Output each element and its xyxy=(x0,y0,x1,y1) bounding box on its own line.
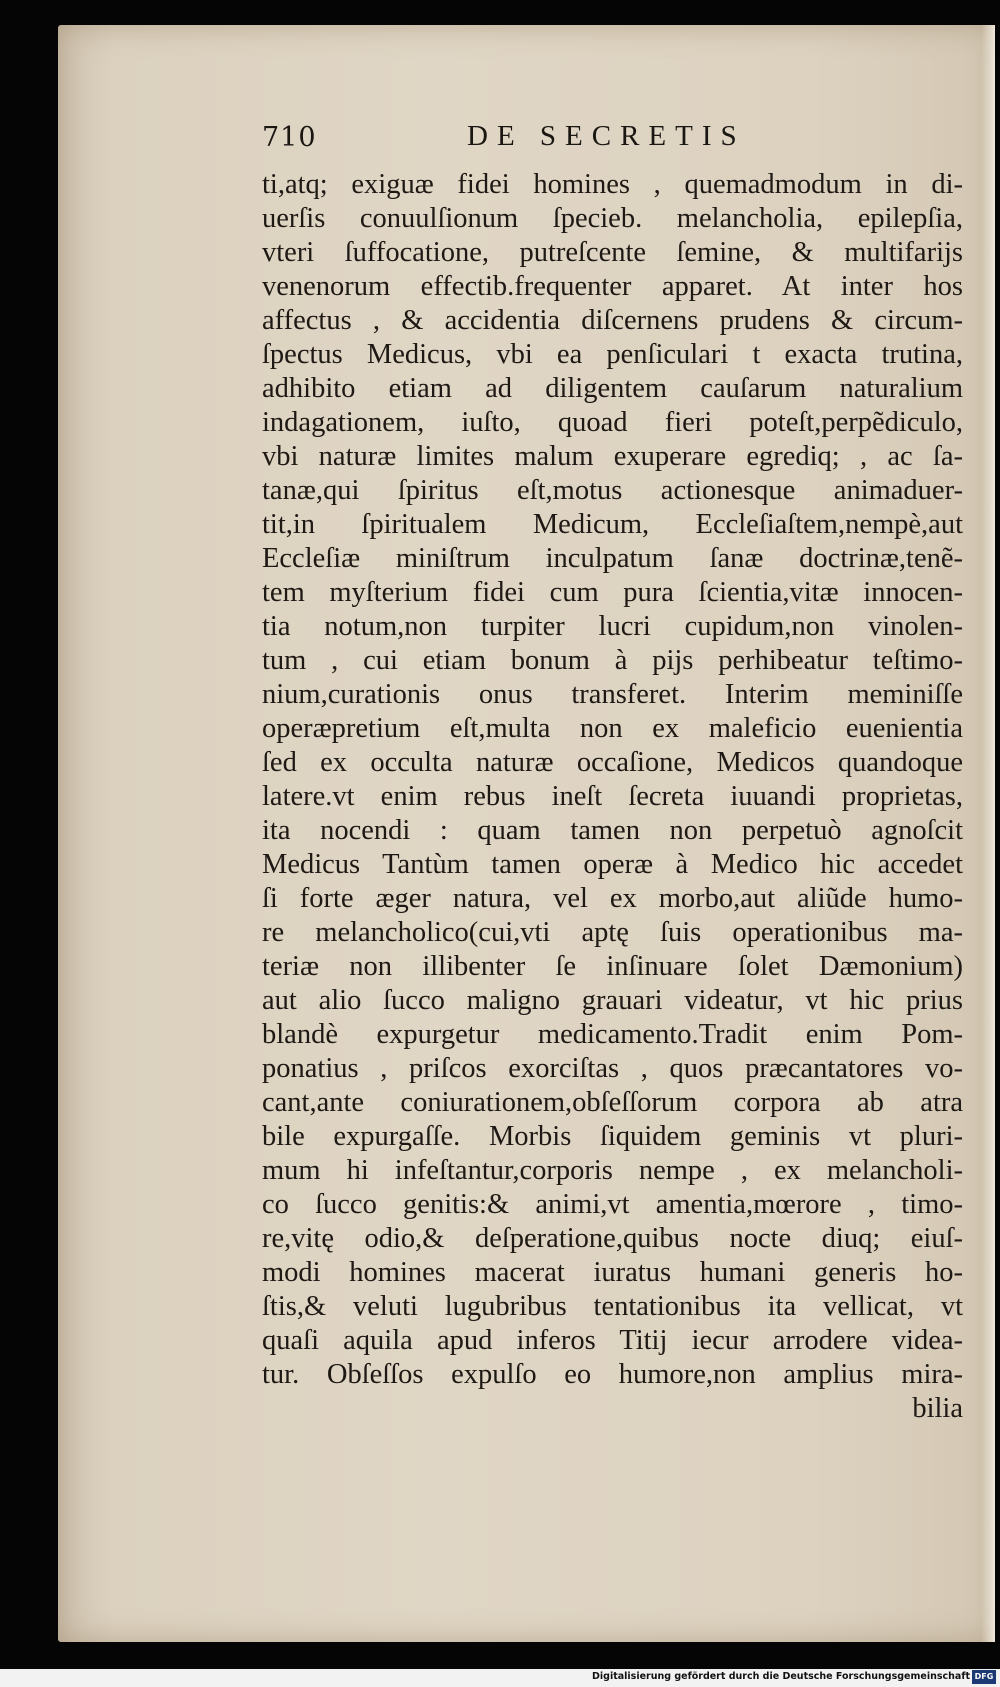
text-line: nium,curationis onus transferet. Interim meminiſſe xyxy=(262,679,963,710)
text-line: co ſucco genitis:& animi,vt amentia,mœrore , timo- xyxy=(262,1189,963,1220)
text-line: uerſis conuulſionum ſpecieb. melancholia, epilepſia, xyxy=(262,203,963,234)
text-line: ſpectus Medicus, vbi ea penſiculari t exacta trutina, xyxy=(262,339,963,370)
text-line: tanæ,qui ſpiritus eſt,motus actionesque animaduer- xyxy=(262,475,963,506)
text-line: operæpretium eſt,multa non ex maleficio euenientia xyxy=(262,713,963,744)
text-line: vteri ſuffocatione, putreſcente ſemine, & multifarijs xyxy=(262,237,963,268)
text-line: ſtis,& veluti lugubribus tentationibus ita vellicat, vt xyxy=(262,1291,963,1322)
text-line: teriæ non illibenter ſe inſinuare ſolet Dæmonium) xyxy=(262,951,963,982)
text-line: ſed ex occulta naturæ occaſione, Medicos quandoque xyxy=(262,747,963,778)
text-line: ponatius , priſcos exorciſtas , quos præcantatores vo- xyxy=(262,1053,963,1084)
text-line: mum hi infeſtantur,corporis nempe , ex melancholi- xyxy=(262,1155,963,1186)
text-line: cant,ante coniurationem,obſeſſorum corpora ab atra xyxy=(262,1087,963,1118)
text-line: tur. Obſeſſos expulſo eo humore,non amplius mira- xyxy=(262,1359,963,1390)
text-line: ita nocendi : quam tamen non perpetuò agnoſcit xyxy=(262,815,963,846)
dfg-logo: DFG xyxy=(972,1670,996,1684)
page-header xyxy=(262,120,822,160)
text-line: ti,atq; exiguæ fidei homines , quemadmodum in di- xyxy=(262,169,963,200)
text-line: Eccleſiæ miniſtrum inculpatum ſanæ doctrinæ,tenẽ- xyxy=(262,543,963,574)
body-text xyxy=(262,168,963,1426)
running-title: DE SECRETIS xyxy=(467,120,746,152)
text-line: aut alio ſucco maligno grauari videatur, vt hic prius xyxy=(262,985,963,1016)
text-line: affectus , & accidentia diſcernens prudens & circum- xyxy=(262,305,963,336)
text-line: vbi naturæ limites malum exuperare egrediq; , ac ſa- xyxy=(262,441,963,472)
page-edge xyxy=(981,25,995,1642)
text-line: tem myſterium fidei cum pura ſcientia,vitæ innocen- xyxy=(262,577,963,608)
page-number: 710 xyxy=(262,122,317,153)
text-line: modi homines macerat iuratus humani generis ho- xyxy=(262,1257,963,1288)
text-line: tit,in ſpiritualem Medicum, Eccleſiaſtem,nempè,aut xyxy=(262,509,963,540)
text-line: re melancholico(cui,vti aptę ſuis operationibus ma- xyxy=(262,917,963,948)
text-line: blandè expurgetur medicamento.Tradit enim Pom- xyxy=(262,1019,963,1050)
text-line: Medicus Tantùm tamen operæ à Medico hic accedet xyxy=(262,849,963,880)
text-line: venenorum effectib.frequenter apparet. At inter hos xyxy=(262,271,963,302)
text-line: adhibito etiam ad diligentem cauſarum naturalium xyxy=(262,373,963,404)
text-line: quaſi aquila apud inferos Titij iecur arrodere videa- xyxy=(262,1325,963,1356)
text-line: bile expurgaſſe. Morbis ſiquidem geminis vt pluri- xyxy=(262,1121,963,1152)
text-line: tia notum,non turpiter lucri cupidum,non vinolen- xyxy=(262,611,963,642)
text-line: tum , cui etiam bonum à pijs perhibeatur teſtimo- xyxy=(262,645,963,676)
text-line: re,vitę odio,& deſperatione,quibus nocte diuq; eiuſ- xyxy=(262,1223,963,1254)
text-line: latere.vt enim rebus ineſt ſecreta iuuandi proprietas, xyxy=(262,781,963,812)
text-line: ſi forte æger natura, vel ex morbo,aut aliũde humo- xyxy=(262,883,963,914)
text-line: indagationem, iuſto, quoad fieri poteſt,perpẽdiculo, xyxy=(262,407,963,438)
digitization-credit: Digitalisierung gefördert durch die Deutsche Forschungsgemeinschaft xyxy=(592,1671,970,1682)
text-line: bilia xyxy=(912,1393,963,1424)
